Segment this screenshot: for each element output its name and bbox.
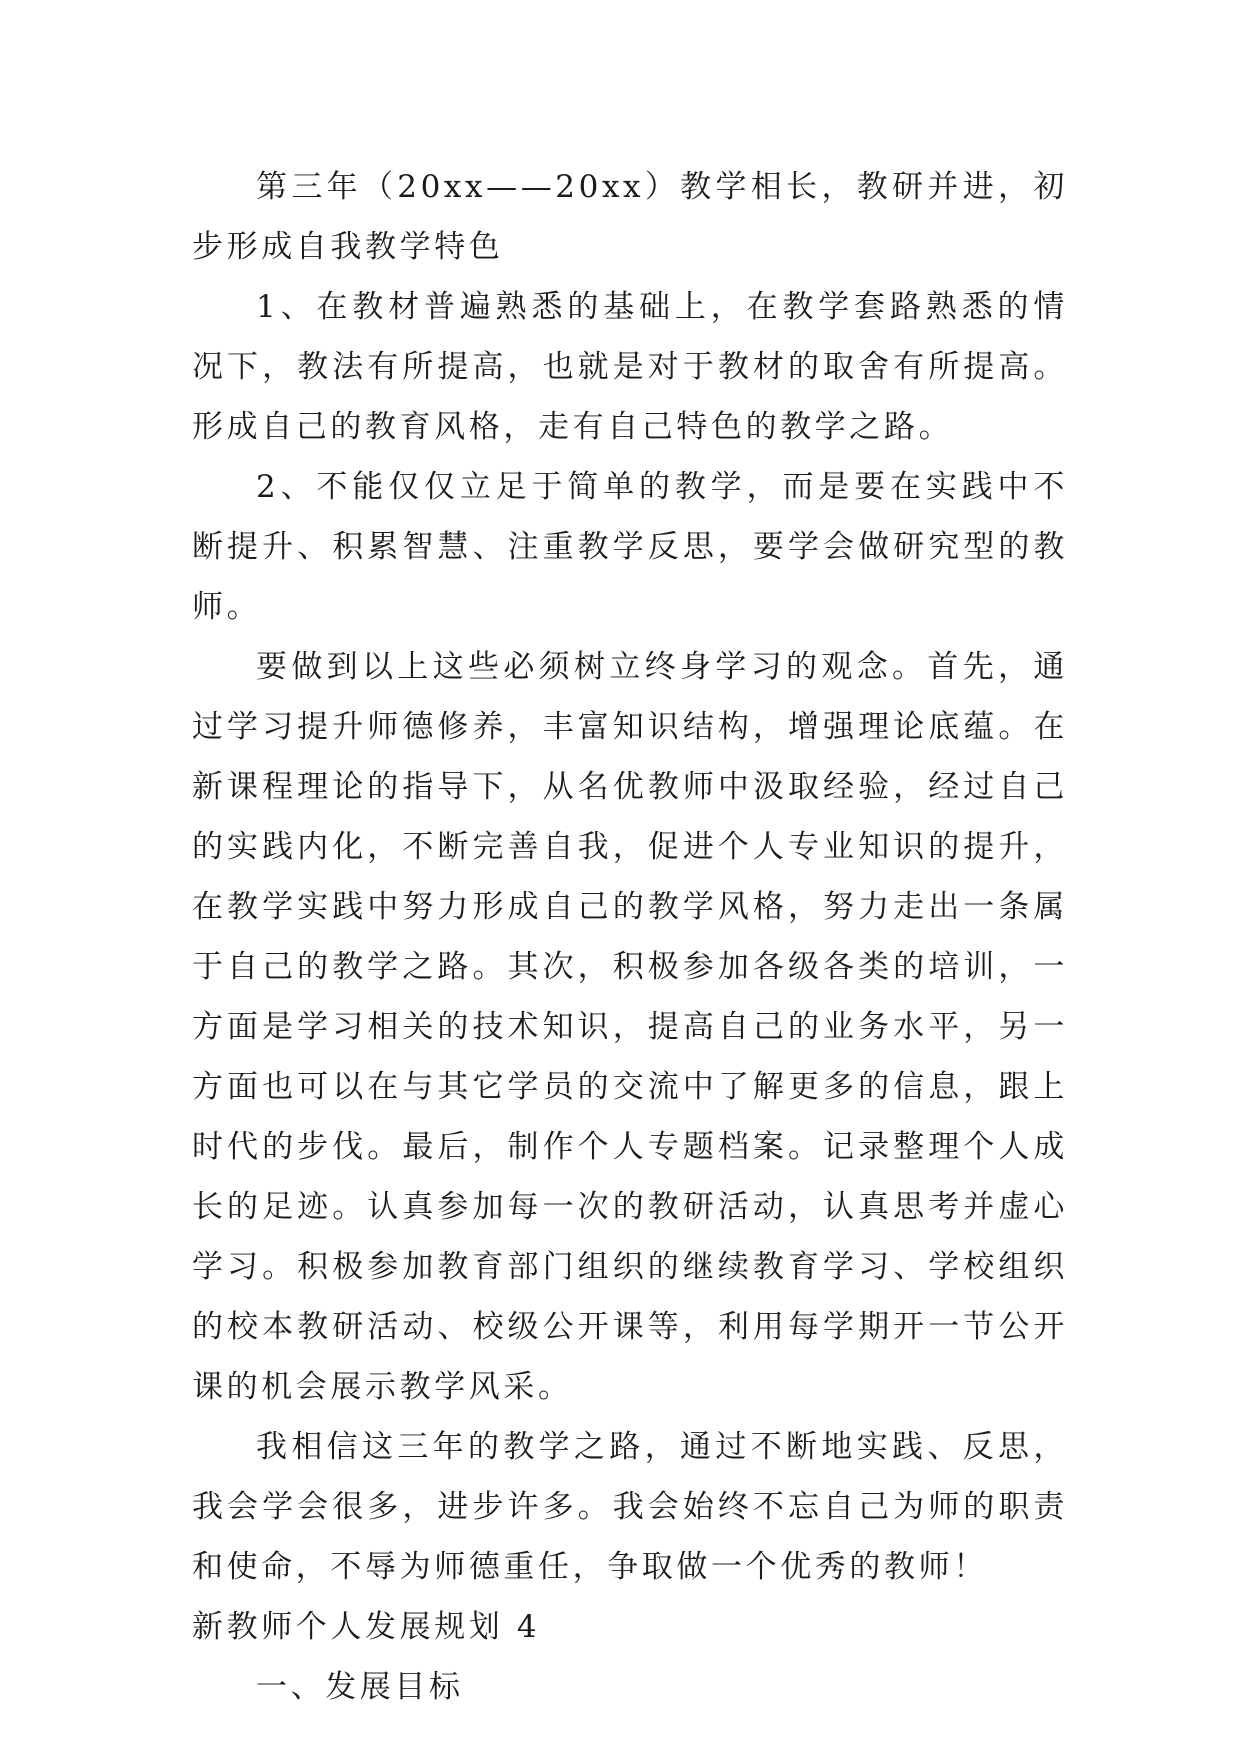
paragraph-year-three-heading: 第三年（20xx——20xx）教学相长，教研并进，初步形成自我教学特色 (192, 169, 1068, 265)
section-title: 新教师个人发展规划 4 (192, 1609, 541, 1645)
paragraph-lifelong-learning: 要做到以上这些必须树立终身学习的观念。首先，通过学习提升师德修养，丰富知识结构，增强理论底蕴。在新课程理论的指导下，从名优教师中汲取经验，经过自己的实践内化，不断完善自我，促进个人专业知识的提升，在教学实践中努力形成自己的教学风格，努力走出一条属于自己的教学之路。其次，积极参加各级各类的培训，一方面是学习相关的技术知识，提高自己的业务水平，另一方面也可以在与其它学员的交流中了解更多的信息，跟上时代的步伐。最后，制作个人专题档案。记录整理个人成长的足迹。认真参加每一次的教研活动，认真思考并虚心学习。积极参加教育部门组织的继续教育学习、学校组织的校本教研活动、校级公开课等，利用每学期开一节公开课的机会展示教学风采。 (192, 649, 1068, 1405)
subsection-title: 一、发展目标 (256, 1669, 464, 1705)
document-body (192, 157, 1068, 1717)
paragraph-conclusion: 我相信这三年的教学之路，通过不断地实践、反思，我会学会很多，进步许多。我会始终不忘自己为师的职责和使命，不辱为师德重任，争取做一个优秀的教师！ (192, 1429, 1068, 1585)
paragraph-point-1: 1、在教材普遍熟悉的基础上，在教学套路熟悉的情况下，教法有所提高，也就是对于教材的取舍有所提高。形成自己的教育风格，走有自己特色的教学之路。 (192, 289, 1068, 445)
paragraph-point-2: 2、不能仅仅立足于简单的教学，而是要在实践中不断提升、积累智慧、注重教学反思，要学会做研究型的教师。 (192, 469, 1068, 625)
